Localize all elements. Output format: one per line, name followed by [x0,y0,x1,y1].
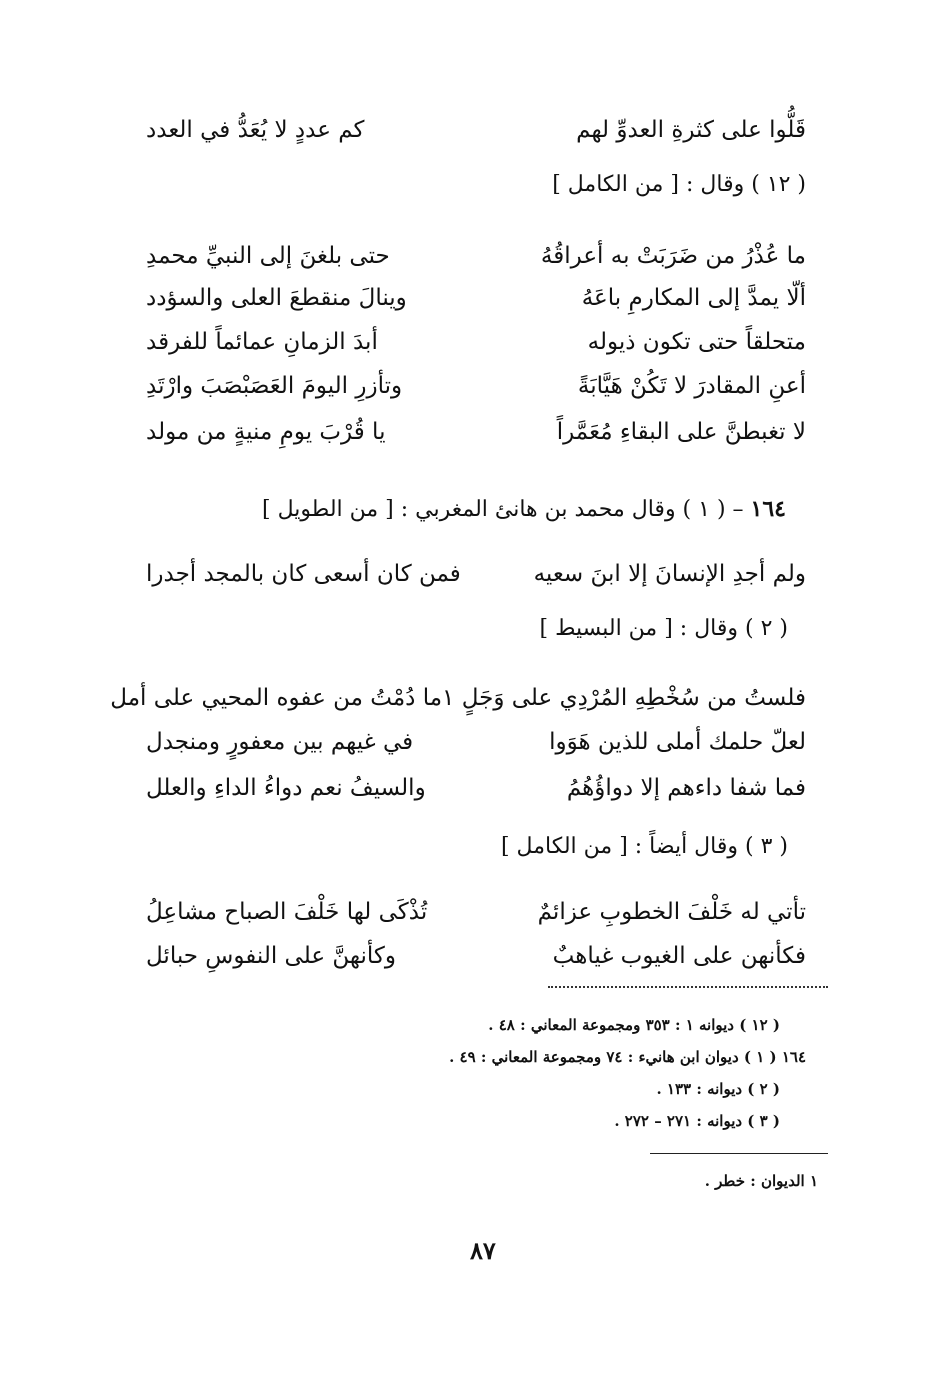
first-hemistich: فما شفا داءهم إلا دواؤُهُمُ [566,775,806,801]
reference-line [488,1016,780,1034]
second-hemistich: وينالَ منقطعَ العلى والسؤدد [146,285,407,311]
reference-text: ( ٢ ) ديوانه : ١٣٣ . [656,1080,780,1098]
poem-heading: ( ٢ ) وقال : [ من البسيط ] [539,616,788,641]
reference-line [449,1048,806,1066]
first-hemistich: ألّا يمدَّ إلى المكارمِ باعَهُ [581,285,806,311]
reference-text: ( ١٢ ) ديوانه ١ : ٣٥٣ ومجموعة المعاني : ٤٨ . [488,1016,780,1034]
second-hemistich: وكأنهنَّ على النفوسِ حبائل [146,943,396,969]
verse-line [146,552,806,596]
second-hemistich: في غيهم بين معفورٍ ومنجدل [146,729,414,755]
poem-heading: ( ٣ ) وقال أيضاً : [ من الكامل ] [500,834,788,859]
verse-line [146,276,806,320]
verse-line [146,364,806,408]
reference-prefix: ١٦٤ [781,1048,806,1066]
second-hemistich: يا قُرْبَ يومِ منيةٍ من مولد [146,419,386,445]
first-hemistich: فكأنهن على الغيوب غياهبٌ [552,943,806,969]
reference-line [656,1080,780,1098]
first-hemistich: متحلقاً حتى تكون ذيوله [587,329,806,355]
verse-line [146,234,806,278]
poem-heading: ( ١٢ ) وقال : [ من الكامل ] [552,172,806,197]
second-hemistich: فمن كان أسعى كان بالمجد أجدرا [146,561,461,587]
second-hemistich: والسيفُ نعم دواءُ الداءِ والعلل [146,775,426,801]
reference-text: ( ١ ) ديوان ابن هانيء : ٧٤ ومجموعة المعاني : ٤٩ . [449,1048,777,1066]
footnote-rule [650,1153,828,1154]
dotted-separator [548,986,828,988]
verse-line [146,934,806,978]
second-hemistich: كم عددٍ لا يُعَدُّ في العدد [146,117,365,143]
verse-line [146,108,806,152]
section-heading [262,496,786,522]
first-hemistich: قَلُّوا على كثرةِ العدوِّ لهم [576,117,806,143]
verse-line [146,766,806,810]
second-hemistich: حتى بلغنَ إلى النبيِّ محمدِ [146,243,390,269]
first-hemistich: أعنِ المقادرَ لا تَكُنْ هَيَّابَةً [577,373,806,399]
verse-line [146,410,806,454]
second-hemistich: أبدَ الزمانِ عمائماً للفرقد [146,329,378,355]
footnote: ١ الديوان : خطر . [704,1172,818,1190]
verse-line [146,890,806,934]
verse-line [146,720,806,764]
second-hemistich: وتأزرِ اليومَ العَصَبْصَبَ وارْتَدِ [146,373,403,399]
first-hemistich: ما عُذْرُ من ضَرَبَتْ به أعراقُهُ [540,243,806,269]
first-hemistich: لا تغبطنَّ على البقاءِ مُعَمَّراً [556,419,806,445]
first-hemistich: تأتي له خَلْفَ الخطوبِ عزائمٌ [537,899,806,925]
page-number: ٨٧ [470,1236,496,1265]
second-hemistich: ما دُمْتُ من عفوه المحيي على أمل [110,685,443,711]
verse-line [110,676,806,720]
second-hemistich: تُذْكَى لها خَلْفَ الصباح مشاعِلُ [146,899,428,925]
section-title: – ( ١ ) وقال محمد بن هانئ المغربي : [ من الطويل ] [262,497,744,522]
verse-line [146,320,806,364]
first-hemistich: لعلّ حلمك أملى للذين هَوَوا [549,729,806,755]
section-number: ١٦٤ [750,496,786,522]
reference-line [614,1112,780,1130]
first-hemistich: ولم أجدِ الإنسانَ إلا ابنَ سعيه [533,561,806,587]
first-hemistich: فلستُ من سُخْطِهِ المُرْدِي على وَجَلٍ ١ [442,685,806,711]
reference-text: ( ٣ ) ديوانه : ٢٧١ – ٢٧٢ . [614,1112,780,1130]
